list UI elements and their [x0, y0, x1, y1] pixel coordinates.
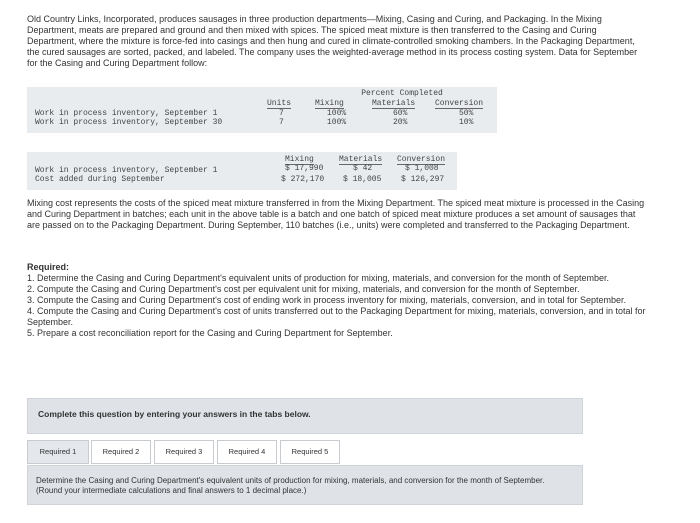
row-label: Work in process inventory, September 1 [35, 109, 218, 118]
row-units: 7 [279, 118, 284, 127]
cost-table [27, 152, 457, 190]
task-instruction-box [27, 465, 583, 505]
row-mixing: 100% [327, 118, 347, 127]
required-item: 5. Prepare a cost reconciliation report for the Casing and Curing Department for September. [27, 328, 393, 338]
materials-header: Materials [372, 99, 416, 108]
row-label: Work in process inventory, September 1 [35, 166, 218, 175]
row-conversion: 10% [459, 118, 474, 127]
row-materials: $ 18,005 [343, 175, 382, 184]
row-label: Cost added during September [35, 175, 165, 184]
percent-completed-header: Percent Completed [361, 89, 443, 98]
required-title: Required: [27, 262, 70, 272]
row-mixing: 100% [327, 109, 347, 118]
row-mixing: $ 272,170 [281, 175, 325, 184]
row-mixing: $ 17,990 [285, 164, 324, 173]
required-item: 4. Compute the Casing and Curing Department's cost of units transferred out to the Packaging Department for mixing, materials, conversion, and in total for September. [27, 306, 646, 327]
row-conversion: $ 1,008 [405, 164, 439, 173]
units-table [27, 87, 497, 133]
units-header: Units [267, 99, 292, 108]
instruction-banner [27, 398, 583, 434]
tab-required-4[interactable]: Required 4 [217, 440, 277, 464]
problem-intro: Old Country Links, Incorporated, produces sausages in three production departments—Mixing, Casing and Curing, and Packaging. In the Mixing Department, meats are prepared and ground and then mixed with spices. The spiced meat mixture is then transferred to the Casing and Curing Department, where the mixture is force-fed into casings and then hung and cured in climate-controlled smoking chambers. In the Packaging Department, the cured sausages are sorted, packed, and labeled. The company uses the weighted-average method in its process costing system. Data for September for the Casing and Curing Department follow: [27, 14, 638, 68]
required-item: 1. Determine the Casing and Curing Department's equivalent units of production for mixing, materials, and conversion for the month of September. [27, 273, 610, 283]
instruction-text: Complete this question by entering your answers in the tabs below. [38, 409, 311, 419]
conversion-header: Conversion [397, 155, 446, 164]
row-label: Work in process inventory, September 30 [35, 118, 223, 127]
mixing-cost-paragraph: Mixing cost represents the costs of the spiced meat mixture transferred in from the Mixing Department. The spiced meat mixture is processed in the Casing and Curing Department in batches; each unit in the above table is a batch and one batch of spiced meat mixture produces a set amount of sausages that are passed on to the Packaging Department. During September, 110 batches (i.e., units) were completed and transferred to the Packaging Department. [27, 198, 645, 230]
materials-header: Materials [339, 155, 383, 164]
mixing-header: Mixing [315, 99, 344, 108]
row-conversion: $ 126,297 [401, 175, 445, 184]
required-item: 3. Compute the Casing and Curing Department's cost of ending work in process inventory for mixing, materials, conversion, and in total for September. [27, 295, 627, 305]
row-materials: 60% [393, 109, 408, 118]
task-instruction-text: Determine the Casing and Curing Department's equivalent units of production for mixing, materials, and conversion for the month of September. (Round your intermediate calculations and final answers to 1 decimal place.) [36, 476, 545, 495]
row-conversion: 50% [459, 109, 474, 118]
required-item: 2. Compute the Casing and Curing Department's cost per equivalent unit for mixing, materials, and conversion for the month of September. [27, 284, 580, 294]
tab-required-2[interactable]: Required 2 [91, 440, 151, 464]
conversion-header: Conversion [435, 99, 484, 108]
tab-required-3[interactable]: Required 3 [154, 440, 214, 464]
row-materials: 20% [393, 118, 408, 127]
tab-required-1[interactable]: Required 1 [27, 440, 89, 464]
required-section [27, 262, 647, 339]
row-units: 7 [279, 109, 284, 118]
mixing-header: Mixing [285, 155, 314, 164]
tab-required-5[interactable]: Required 5 [280, 440, 340, 464]
row-materials: $ 42 [353, 164, 373, 173]
